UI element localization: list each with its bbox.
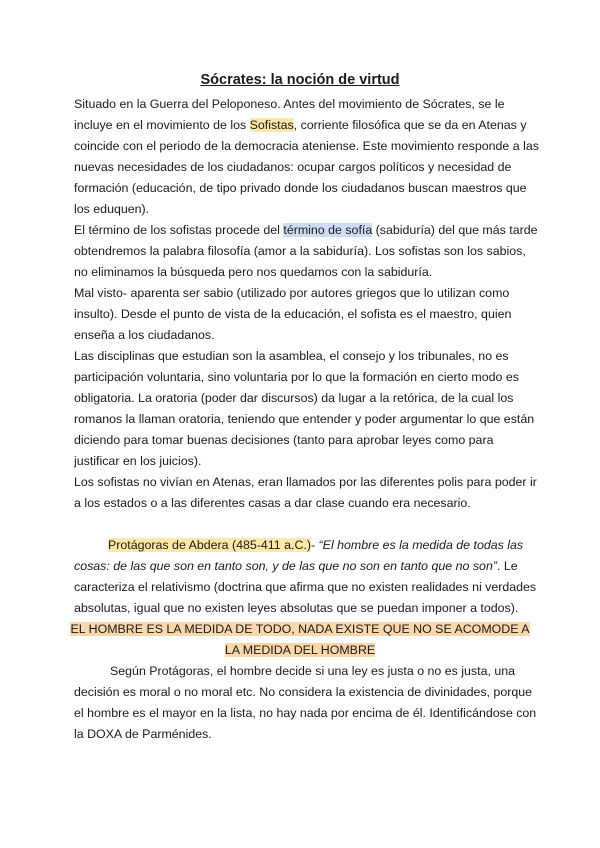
highlight-sofistas: Sofistas [249, 118, 294, 132]
p3-line-1: Mal visto- aparenta ser sabio (utilizado por autores griegos que lo utilizan como [74, 286, 510, 300]
p4-line-4: romanos la llaman oratoria, teniendo que entender y poder argumentar lo que están [74, 412, 535, 426]
p4-line-5: diciendo para tomar buenas decisiones (tanto para aprobar leyes como para [74, 433, 494, 447]
p4-line-1: Las disciplinas que estudian son la asamblea, el consejo y los tribunales, no es [74, 349, 509, 363]
p7-line-1: Según Protágoras, el hombre decide si una ley es justa o no es justa, una [110, 664, 516, 678]
text-run: , corriente filosófica que se da en Atenas y [293, 118, 527, 132]
p2-line-1 [74, 222, 538, 238]
p6-line-2 [74, 558, 534, 574]
p6-line-4: absolutas, igual que no existen leyes absolutas que se puedan imponer a todos). [74, 601, 519, 615]
text-run: El término de los sofistas procede del [74, 223, 284, 237]
p7-line-4: la DOXA de Parménides. [74, 727, 212, 741]
text-run: incluye en el movimiento de los [74, 118, 250, 132]
p4-line-6: justificar en los juicios). [74, 454, 202, 468]
p3-line-3: enseña a los ciudadanos. [74, 328, 215, 342]
text-run: . Le [496, 559, 518, 573]
p5-line-1: Los sofistas no vivían en Atenas, eran llamados por las diferentes polis para poder ir [74, 475, 537, 489]
p1-line-6: los eduquen). [74, 202, 150, 216]
p1-line-5: formación (educación, de tipo privado donde los ciudadanos buscan maestros que [74, 181, 527, 195]
p1-line-3: coincide con el periodo de la democracia ateniense. Este movimiento responde a las [74, 139, 539, 153]
p6-line-5 [60, 621, 540, 637]
p7-line-3: el hombre es el mayor en la lista, no hay nada por encima de él. Identificándose con [74, 706, 537, 720]
p2-line-3: no eliminamos la búsqueda pero nos quedamos con la sabiduría. [74, 265, 433, 279]
p2-line-2: obtendremos la palabra filosofía (amor a la sabiduría). Los sofistas son los sabios, [74, 244, 526, 258]
quote-text: cosas: de las que son en tanto son, y de las que no son en tanto que no son” [74, 559, 497, 573]
document-title: Sócrates: la noción de virtud [200, 72, 400, 88]
highlight-caps-statement: LA MEDIDA DEL HOMBRE [224, 643, 376, 657]
text-run: - [310, 538, 319, 552]
p3-line-2: insulto). Desde el punto de vista de la educación, el sofista es el maestro, quien [74, 307, 512, 321]
highlight-caps-statement: EL HOMBRE ES LA MEDIDA DE TODO, NADA EXISTE QUE NO SE ACOMODE A [70, 622, 530, 636]
p5-line-2: a los estados o a las diferentes casas a dar clase cuando era necesario. [74, 496, 471, 510]
p4-line-2: participación voluntaria, sino voluntaria por lo que la formación en cierto modo es [74, 370, 519, 384]
highlight-protagoras: Protágoras de Abdera (485-411 a.C.) [108, 538, 311, 552]
p1-line-1: Situado en la Guerra del Peloponeso. Antes del movimiento de Sócrates, se le [74, 97, 505, 111]
p6-line-3: caracteriza el relativismo (doctrina que afirma que no existen realidades ni verdades [74, 580, 537, 594]
p6-line-6 [60, 642, 540, 658]
p1-line-4: nuevas necesidades de los ciudadanos: ocupar cargos políticos y necesidad de [74, 160, 512, 174]
p4-line-3: obligatoria. La oratoria (poder dar discursos) da lugar a la retórica, de la cual los [74, 391, 514, 405]
text-run: (sabiduría) del que más tarde [372, 223, 538, 237]
p1-line-2 [74, 117, 534, 133]
p7-line-2: decisión es moral o no moral etc. No considera la existencia de divinidades, porque [74, 685, 533, 699]
p6-line-1 [108, 537, 538, 553]
quote-text: “El hombre es la medida de todas las [318, 538, 524, 552]
highlight-termino-sofia: término de sofía [283, 223, 373, 237]
